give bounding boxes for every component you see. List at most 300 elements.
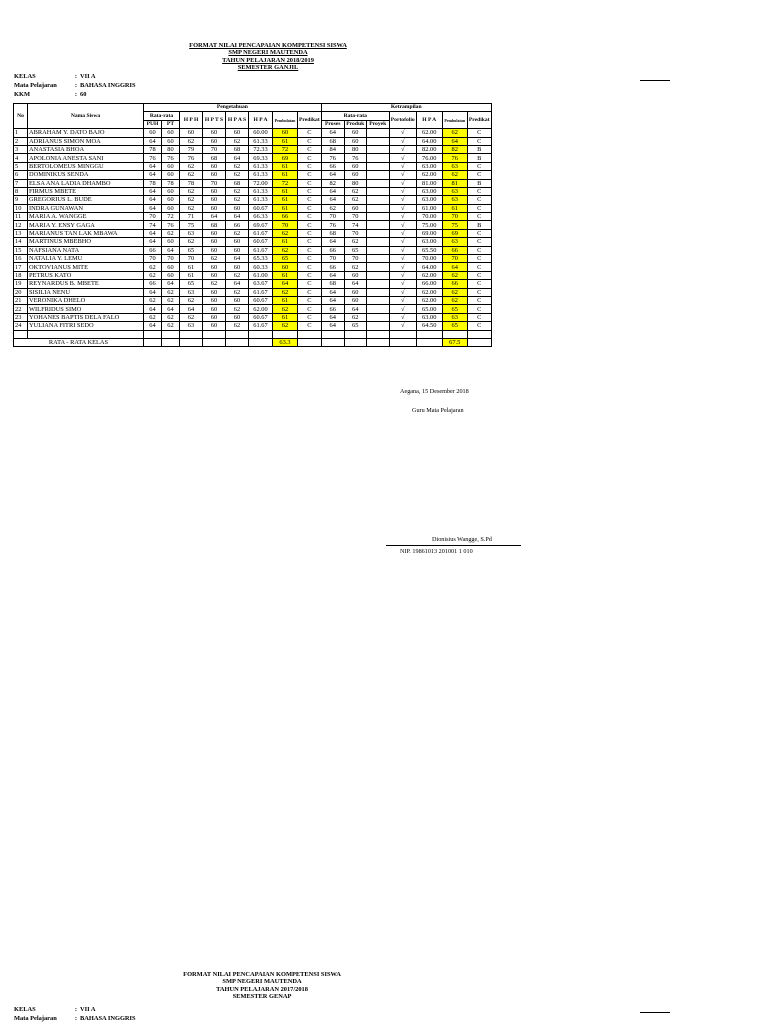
cell-hpas: 60: [226, 238, 249, 246]
cell-pembulatan: 60: [273, 263, 298, 271]
academic-year-2: TAHUN PELAJARAN 2017/2018: [216, 985, 308, 993]
cell-hpas: 60: [226, 263, 249, 271]
cell-pembulatan: 61: [273, 162, 298, 170]
table-row: [14, 204, 492, 212]
cell-proyek: [366, 313, 389, 321]
cell-predikat: C: [298, 213, 322, 221]
cell-hpas: 62: [226, 196, 249, 204]
cell-hph: 61: [180, 271, 203, 279]
cell-ph: 78: [144, 179, 162, 187]
cell-produk: 60: [344, 129, 366, 137]
table-foot: [14, 330, 492, 347]
cell-portofolio: √: [389, 296, 416, 304]
cell-nama: OKTOVIANUS MITE: [28, 263, 144, 271]
cell-predikat-ket: C: [467, 204, 491, 212]
cell-pembulatan-ket: 62: [442, 171, 467, 179]
cell-nama: ABRAHAM Y. DATO BAJO: [28, 129, 144, 137]
cell-predikat: C: [298, 246, 322, 254]
report-title-2: FORMAT NILAI PENCAPAIAN KOMPETENSI SISWA: [183, 971, 341, 978]
cell-hpa: 60.33: [249, 263, 273, 271]
cell-produk: 80: [344, 179, 366, 187]
class-average-row: [14, 338, 492, 346]
table-row: [14, 305, 492, 313]
cell-portofolio: √: [389, 162, 416, 170]
col-predikat: Predikat: [298, 112, 322, 129]
cell-hpas: 66: [226, 221, 249, 229]
cell-produk: 62: [344, 313, 366, 321]
cell-pembulatan: 65: [273, 255, 298, 263]
cell-produk: 70: [344, 213, 366, 221]
cell-pembulatan-ket: 65: [442, 305, 467, 313]
cell-predikat: C: [298, 129, 322, 137]
cell-no: 4: [14, 154, 28, 162]
cell-pembulatan: 66: [273, 213, 298, 221]
cell-nama: ANASTASIA BHOA: [28, 145, 144, 153]
cell-portofolio: √: [389, 255, 416, 263]
cell-proses: 64: [321, 288, 344, 296]
cell-proses: 66: [321, 246, 344, 254]
cell-nama: YULIANA FITRI SEDO: [28, 322, 144, 330]
cell-hph: 63: [180, 288, 203, 296]
cell-nama: NATALIA Y. LEMU: [28, 255, 144, 263]
cell-hpa: 61.00: [249, 271, 273, 279]
cell-hpa: 60.67: [249, 204, 273, 212]
cell-hpa-ket: 62.00: [416, 271, 442, 279]
cell-produk: 70: [344, 255, 366, 263]
cell-no: 10: [14, 204, 28, 212]
cell-pt: 62: [162, 288, 180, 296]
cell-hpa-ket: 82.00: [416, 145, 442, 153]
col-ratarata-ket: Rata-rata: [321, 112, 389, 120]
cell-produk: 65: [344, 322, 366, 330]
cell-hpa: 63.67: [249, 280, 273, 288]
cell-hpa: 61.67: [249, 246, 273, 254]
cell-no: 17: [14, 263, 28, 271]
cell-pembulatan: 61: [273, 313, 298, 321]
cell-portofolio: √: [389, 129, 416, 137]
cell-produk: 62: [344, 196, 366, 204]
cell-pembulatan: 70: [273, 221, 298, 229]
cell-ph: 70: [144, 213, 162, 221]
cell-ph: 62: [144, 296, 162, 304]
cell-predikat: C: [298, 204, 322, 212]
cell-produk: 60: [344, 204, 366, 212]
table-row: [14, 221, 492, 229]
cell-hpts: 60: [203, 296, 226, 304]
semester: SEMESTER GANJIL: [237, 64, 299, 72]
cell-hpts: 60: [203, 246, 226, 254]
cell-no: 1: [14, 129, 28, 137]
meta-row-mapel: Mata Pelajaran : BAHASA INGGRIS: [14, 82, 136, 89]
table-row: [14, 271, 492, 279]
table-row: [14, 137, 492, 145]
meta-row-kelas: KELAS : VII A: [14, 73, 96, 80]
cell-proses: 64: [321, 322, 344, 330]
cell-hpas: 62: [226, 187, 249, 195]
cell-hpa-ket: 64.00: [416, 137, 442, 145]
cell-hpa: 61.67: [249, 322, 273, 330]
cell-pembulatan: 62: [273, 246, 298, 254]
table-row: [14, 213, 492, 221]
table-row: [14, 263, 492, 271]
cell-portofolio: √: [389, 229, 416, 237]
cell-hpas: 64: [226, 154, 249, 162]
cell-predikat: C: [298, 187, 322, 195]
cell-nama: MARIANUS TAN LAK MBAWA: [28, 229, 144, 237]
cell-no: 24: [14, 322, 28, 330]
cell-ph: 74: [144, 221, 162, 229]
cell-predikat: C: [298, 271, 322, 279]
cell-no: 9: [14, 196, 28, 204]
cell-pembulatan-ket: 81: [442, 179, 467, 187]
cell-nama: REYNARDUS B. MBETE: [28, 280, 144, 288]
cell-hpts: 60: [203, 204, 226, 212]
cell-predikat: C: [298, 263, 322, 271]
cell-portofolio: √: [389, 213, 416, 221]
cell-predikat-ket: C: [467, 238, 491, 246]
cell-proyek: [366, 162, 389, 170]
col-proses: Proses: [321, 120, 344, 128]
cell-hpa-ket: 63.00: [416, 196, 442, 204]
cell-ph: 64: [144, 196, 162, 204]
cell-hpts: 70: [203, 145, 226, 153]
col-hpts: H P T S: [203, 112, 226, 129]
cell-proyek: [366, 187, 389, 195]
table-body: [14, 129, 492, 330]
cell-ph: 64: [144, 238, 162, 246]
cell-ph: 60: [144, 129, 162, 137]
cell-no: 8: [14, 187, 28, 195]
cell-hpa: 61.67: [249, 229, 273, 237]
cell-hpa: 66.33: [249, 213, 273, 221]
cell-hpa: 72.33: [249, 145, 273, 153]
cell-hpa: 61.67: [249, 288, 273, 296]
semester-2: SEMESTER GENAP: [232, 993, 292, 1001]
cell-hpa-ket: 63.00: [416, 313, 442, 321]
cell-pembulatan-ket: 61: [442, 204, 467, 212]
cell-hph: 75: [180, 221, 203, 229]
cell-hph: 62: [180, 238, 203, 246]
cell-predikat-ket: C: [467, 246, 491, 254]
table-row: [14, 179, 492, 187]
table-row: [14, 255, 492, 263]
cell-proses: 84: [321, 145, 344, 153]
cell-hpa: 65.33: [249, 255, 273, 263]
cell-predikat-ket: C: [467, 162, 491, 170]
table-row: [14, 162, 492, 170]
cell-hpa-ket: 70.00: [416, 213, 442, 221]
cell-nama: SISILIA NENU: [28, 288, 144, 296]
cell-hpa-ket: 70.00: [416, 255, 442, 263]
cell-hpa-ket: 62.00: [416, 288, 442, 296]
teacher-nip: NIP. 19861013 201001 1 010: [400, 548, 473, 555]
cell-hpa: 60.67: [249, 313, 273, 321]
cell-predikat-ket: C: [467, 137, 491, 145]
cell-portofolio: √: [389, 288, 416, 296]
cell-proses: 82: [321, 179, 344, 187]
cell-hpa-ket: 76.00: [416, 154, 442, 162]
cell-hpa-ket: 81.00: [416, 179, 442, 187]
cell-proses: 64: [321, 296, 344, 304]
cell-proyek: [366, 271, 389, 279]
cell-hpa: 61.33: [249, 196, 273, 204]
cell-pembulatan: 72: [273, 179, 298, 187]
cell-pembulatan-ket: 63: [442, 162, 467, 170]
cell-hpts: 60: [203, 238, 226, 246]
cell-no: 12: [14, 221, 28, 229]
cell-proses: 62: [321, 204, 344, 212]
table-row: [14, 322, 492, 330]
cell-no: 16: [14, 255, 28, 263]
cell-hpts: 60: [203, 196, 226, 204]
cell-portofolio: √: [389, 145, 416, 153]
cell-proyek: [366, 246, 389, 254]
cell-hpts: 68: [203, 221, 226, 229]
cell-portofolio: √: [389, 263, 416, 271]
cell-predikat-ket: C: [467, 271, 491, 279]
cell-pembulatan-ket: 63: [442, 196, 467, 204]
cell-proses: 76: [321, 154, 344, 162]
cell-no: 2: [14, 137, 28, 145]
place-date: Aegana, 15 Desember 2018: [400, 388, 469, 395]
cell-proyek: [366, 221, 389, 229]
cell-hpas: 64: [226, 255, 249, 263]
cell-pt: 62: [162, 229, 180, 237]
cell-predikat-ket: B: [467, 179, 491, 187]
cell-no: 20: [14, 288, 28, 296]
cell-no: 3: [14, 145, 28, 153]
blank-row: [14, 330, 492, 338]
cell-portofolio: √: [389, 204, 416, 212]
cell-hpa-ket: 61.00: [416, 204, 442, 212]
table-row: [14, 154, 492, 162]
cell-proses: 64: [321, 271, 344, 279]
cell-nama: PETRUS KATO: [28, 271, 144, 279]
cell-ph: 64: [144, 171, 162, 179]
cell-hpa: 62.00: [249, 305, 273, 313]
cell-predikat-ket: B: [467, 221, 491, 229]
cell-proses: 68: [321, 229, 344, 237]
cell-no: 5: [14, 162, 28, 170]
cell-predikat: C: [298, 280, 322, 288]
table-head: [14, 104, 492, 129]
cell-hph: 64: [180, 305, 203, 313]
cell-portofolio: √: [389, 154, 416, 162]
cell-hpa-ket: 64.50: [416, 322, 442, 330]
cell-pembulatan-ket: 76: [442, 154, 467, 162]
cell-proyek: [366, 305, 389, 313]
cell-pembulatan: 62: [273, 305, 298, 313]
cell-proyek: [366, 204, 389, 212]
cell-pembulatan: 64: [273, 280, 298, 288]
cell-pt: 64: [162, 305, 180, 313]
cell-no: 7: [14, 179, 28, 187]
cell-ph: 64: [144, 187, 162, 195]
cell-hpts: 64: [203, 213, 226, 221]
cell-predikat-ket: C: [467, 288, 491, 296]
cell-produk: 62: [344, 263, 366, 271]
cell-produk: 60: [344, 288, 366, 296]
cell-portofolio: √: [389, 196, 416, 204]
cell-nama: BERTOLOMEUS MINGGU: [28, 162, 144, 170]
col-produk: Produk: [344, 120, 366, 128]
cell-hpa-ket: 62.00: [416, 171, 442, 179]
class-average-label: RATA - RATA KELAS: [14, 338, 144, 346]
cell-pembulatan: 62: [273, 288, 298, 296]
col-predikat-ket: Predikat: [467, 112, 491, 129]
cell-ph: 62: [144, 271, 162, 279]
cell-predikat: C: [298, 196, 322, 204]
cell-pt: 80: [162, 145, 180, 153]
report-header-2: [0, 971, 524, 1001]
cell-hpa: 61.33: [249, 171, 273, 179]
cell-hpts: 60: [203, 288, 226, 296]
cell-pt: 60: [162, 171, 180, 179]
cell-hph: 62: [180, 204, 203, 212]
cell-proyek: [366, 229, 389, 237]
col-pembulatan: Pembulatan: [273, 112, 298, 129]
cell-hpa: 61.33: [249, 187, 273, 195]
cell-no: 15: [14, 246, 28, 254]
cell-predikat: C: [298, 255, 322, 263]
group-pengetahuan: Pengetahuan: [144, 104, 322, 112]
cell-hpa-ket: 69.00: [416, 229, 442, 237]
cell-proses: 64: [321, 129, 344, 137]
cell-proses: 70: [321, 255, 344, 263]
cell-pt: 60: [162, 187, 180, 195]
cell-hpts: 68: [203, 154, 226, 162]
cell-predikat-ket: C: [467, 313, 491, 321]
cell-proyek: [366, 145, 389, 153]
cell-portofolio: √: [389, 179, 416, 187]
cell-hph: 65: [180, 246, 203, 254]
cell-hpa-ket: 63.00: [416, 162, 442, 170]
cell-pt: 60: [162, 271, 180, 279]
cell-hph: 62: [180, 296, 203, 304]
cell-pt: 60: [162, 137, 180, 145]
cell-produk: 60: [344, 296, 366, 304]
cell-hpts: 60: [203, 129, 226, 137]
cell-hph: 63: [180, 322, 203, 330]
cell-predikat: C: [298, 288, 322, 296]
cell-hpas: 60: [226, 204, 249, 212]
col-no: No: [14, 104, 28, 129]
cell-pembulatan-ket: 63: [442, 313, 467, 321]
cell-pembulatan-ket: 64: [442, 137, 467, 145]
cell-pembulatan: 62: [273, 229, 298, 237]
cell-hph: 62: [180, 313, 203, 321]
cell-predikat-ket: C: [467, 187, 491, 195]
cell-ph: 62: [144, 263, 162, 271]
cell-hph: 61: [180, 263, 203, 271]
cell-predikat: C: [298, 179, 322, 187]
table-row: [14, 296, 492, 304]
cell-hph: 76: [180, 154, 203, 162]
cell-proyek: [366, 296, 389, 304]
cell-pembulatan: 61: [273, 171, 298, 179]
cell-produk: 60: [344, 137, 366, 145]
cell-ph: 70: [144, 255, 162, 263]
cell-no: 21: [14, 296, 28, 304]
cell-hpas: 64: [226, 280, 249, 288]
cell-pt: 72: [162, 213, 180, 221]
col-ph: PUH: [144, 120, 162, 128]
table-row: [14, 313, 492, 321]
cell-predikat-ket: C: [467, 196, 491, 204]
class-average-keterampilan: 67.5: [442, 338, 467, 346]
cell-proses: 64: [321, 171, 344, 179]
cell-hpa: 60.00: [249, 129, 273, 137]
cell-hpts: 60: [203, 171, 226, 179]
cell-portofolio: √: [389, 271, 416, 279]
cell-hpa-ket: 63.00: [416, 238, 442, 246]
cell-predikat: C: [298, 171, 322, 179]
cell-hpas: 62: [226, 305, 249, 313]
cell-nama: FIRMUS MBETE: [28, 187, 144, 195]
cell-hpts: 70: [203, 179, 226, 187]
cell-predikat: C: [298, 296, 322, 304]
cell-proses: 64: [321, 196, 344, 204]
cell-produk: 62: [344, 238, 366, 246]
col-hph: H P H: [180, 112, 203, 129]
cell-no: 14: [14, 238, 28, 246]
cell-pembulatan: 61: [273, 196, 298, 204]
cell-nama: MARIA A. WANGGE: [28, 213, 144, 221]
cell-hpa-ket: 64.00: [416, 263, 442, 271]
cell-proyek: [366, 171, 389, 179]
cell-hph: 65: [180, 280, 203, 288]
cell-hpts: 60: [203, 322, 226, 330]
cell-pembulatan: 61: [273, 187, 298, 195]
corner-rule-2: [640, 1012, 670, 1013]
cell-produk: 60: [344, 271, 366, 279]
col-pembulatan-ket: Pembulatan: [442, 112, 467, 129]
cell-predikat: C: [298, 322, 322, 330]
cell-ph: 64: [144, 204, 162, 212]
col-proyek: Proyek: [366, 120, 389, 128]
cell-predikat: C: [298, 238, 322, 246]
cell-produk: 80: [344, 145, 366, 153]
cell-nama: INDRA GUNAWAN: [28, 204, 144, 212]
cell-hph: 62: [180, 187, 203, 195]
cell-pembulatan-ket: 63: [442, 187, 467, 195]
cell-ph: 66: [144, 246, 162, 254]
cell-pembulatan-ket: 62: [442, 296, 467, 304]
cell-no: 23: [14, 313, 28, 321]
col-hpa-ket: H P A: [416, 112, 442, 129]
cell-portofolio: √: [389, 280, 416, 288]
cell-hpas: 64: [226, 213, 249, 221]
cell-nama: VERONIKA DHELO: [28, 296, 144, 304]
group-keterampilan: Ketrampilan: [321, 104, 491, 112]
meta2-row-kelas: KELAS : VII A: [14, 1006, 96, 1013]
cell-pembulatan-ket: 66: [442, 246, 467, 254]
cell-hpa: 61.33: [249, 137, 273, 145]
meta2-row-mapel: Mata Pelajaran : BAHASA INGGRIS: [14, 1015, 136, 1022]
cell-hpts: 60: [203, 229, 226, 237]
cell-proyek: [366, 255, 389, 263]
cell-pembulatan-ket: 70: [442, 213, 467, 221]
cell-no: 19: [14, 280, 28, 288]
report-meta-2: [14, 1005, 136, 1023]
cell-hpas: 62: [226, 137, 249, 145]
cell-hpa-ket: 65.50: [416, 246, 442, 254]
cell-proses: 68: [321, 137, 344, 145]
cell-proses: 76: [321, 221, 344, 229]
table-row: [14, 187, 492, 195]
cell-proyek: [366, 213, 389, 221]
cell-pembulatan-ket: 75: [442, 221, 467, 229]
